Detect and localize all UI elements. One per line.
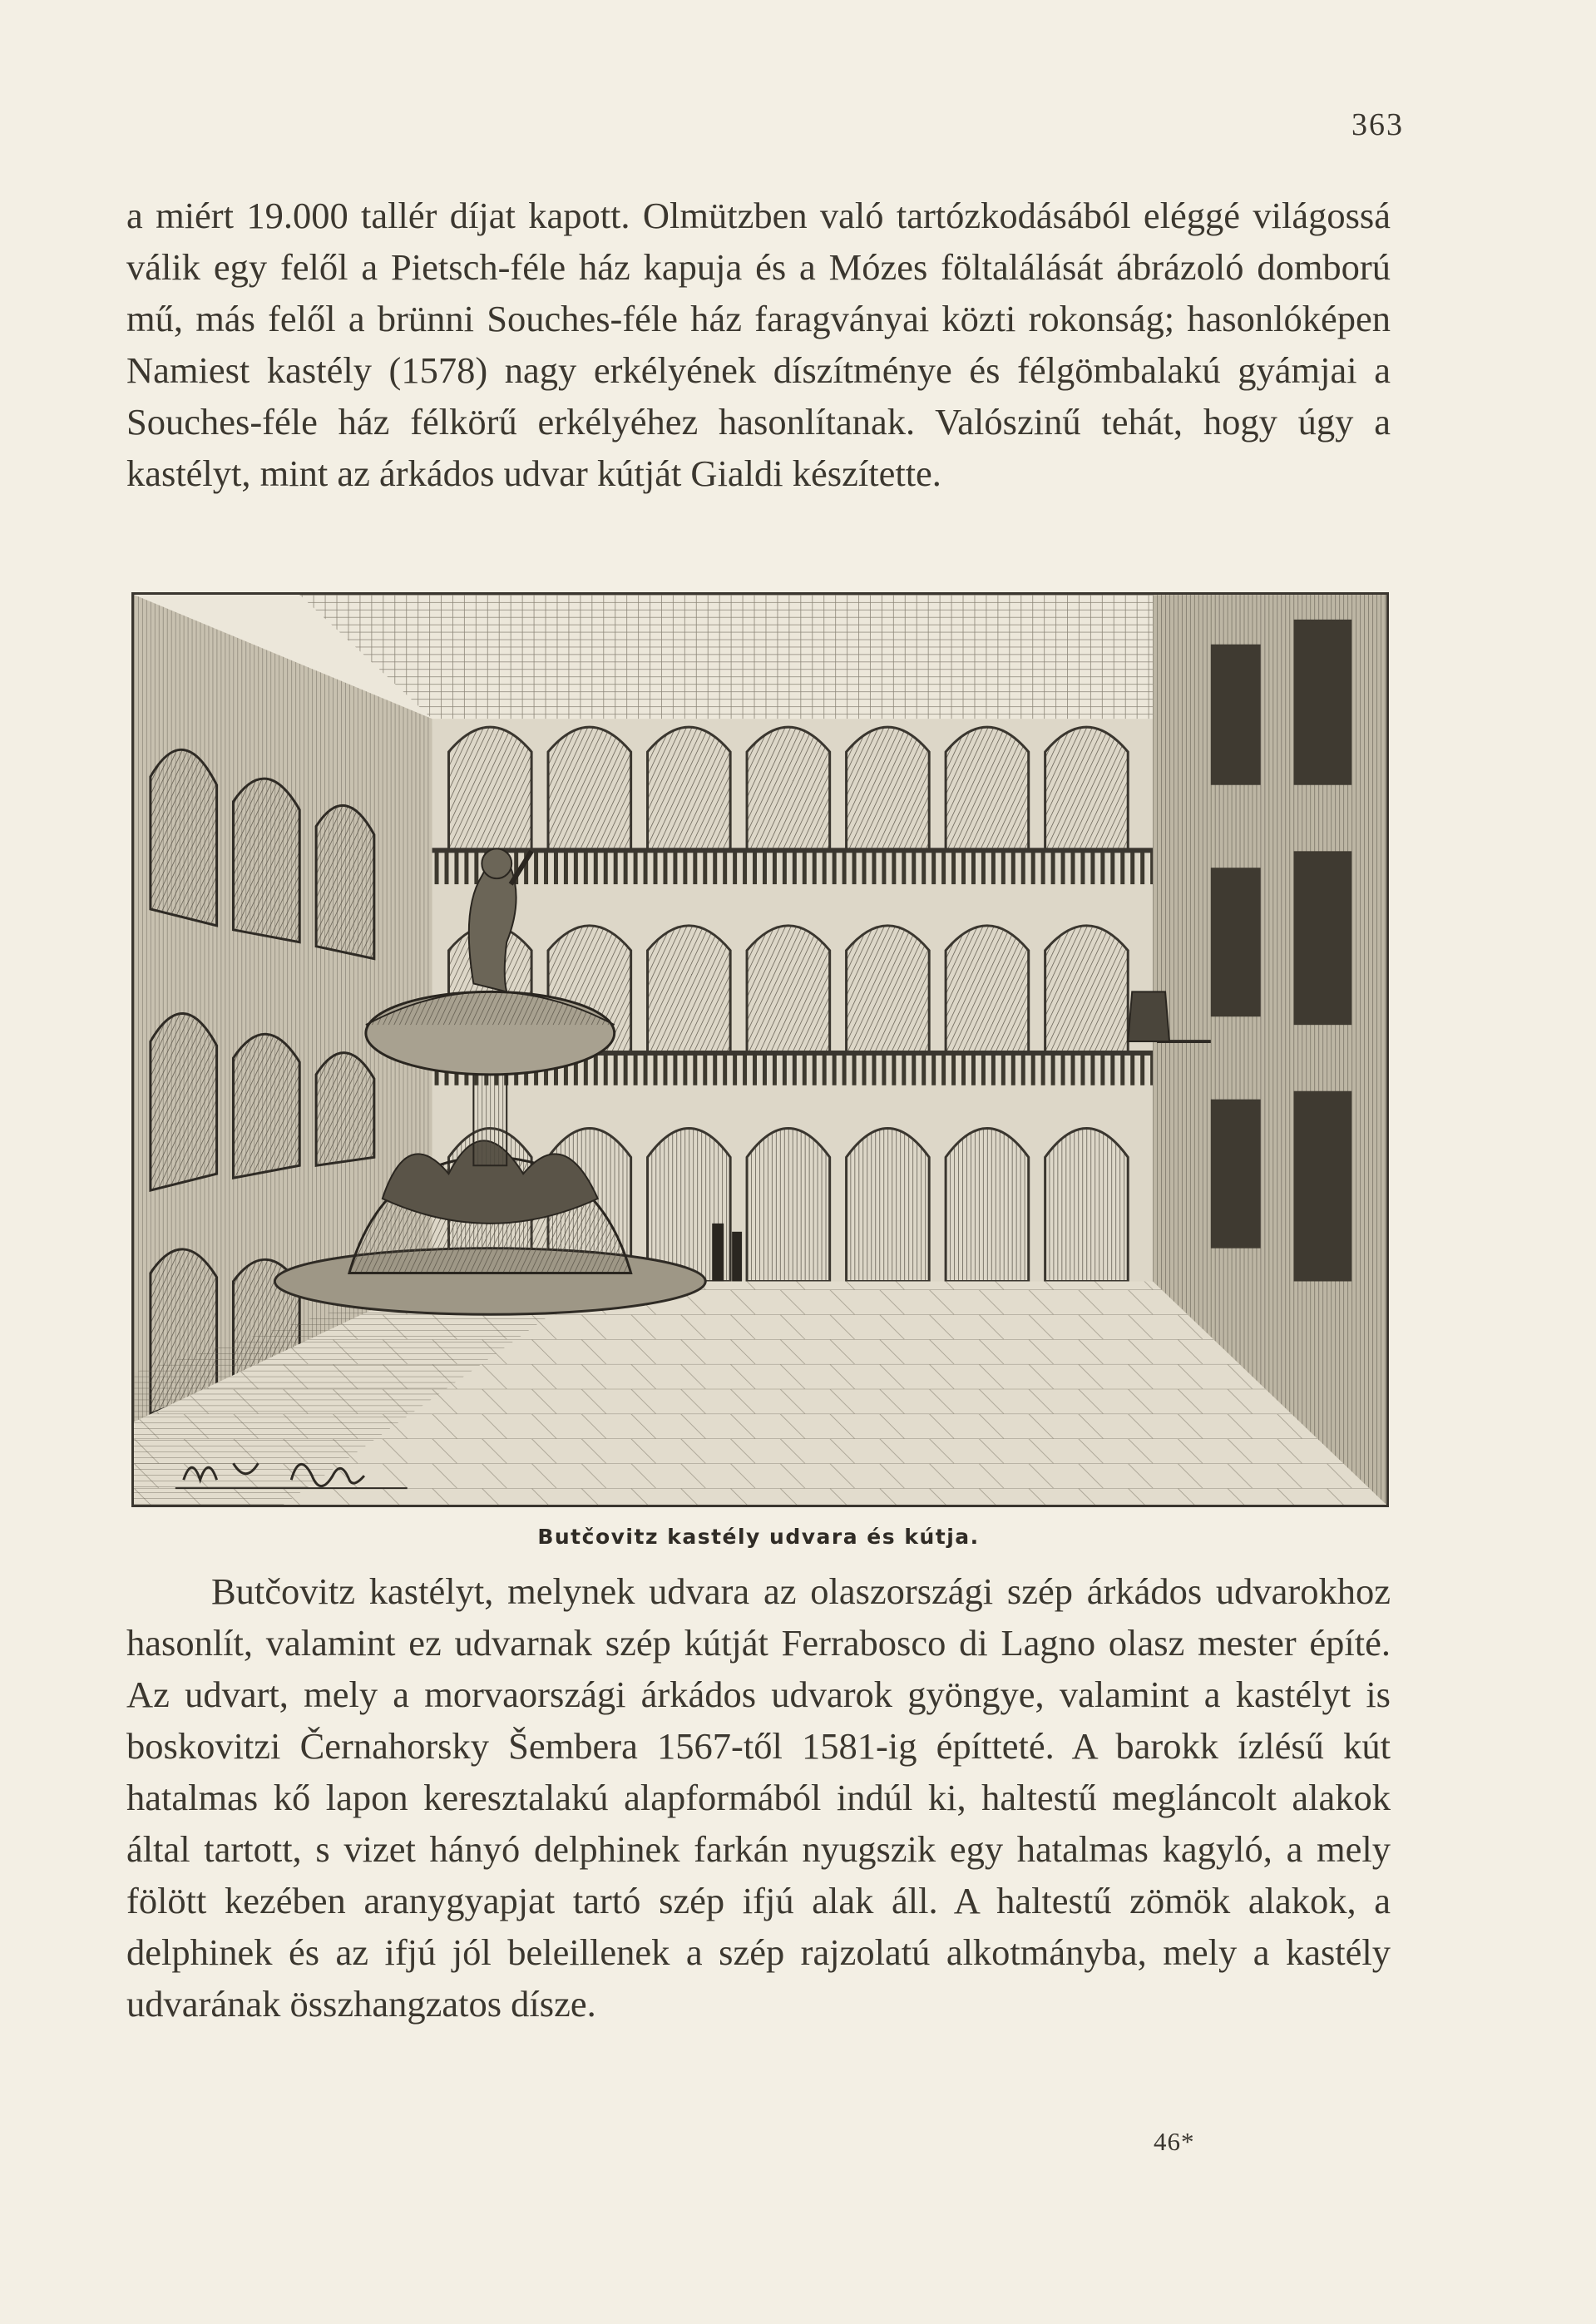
figure-caption: Butčovitz kastély udvara és kútja. — [537, 1525, 980, 1549]
page-number: 363 — [1351, 107, 1404, 142]
signature-mark: 46* — [1154, 2127, 1195, 2156]
paragraph-2: Butčovitz kastélyt, melynek udvara az olaszországi szép árkádos udvarokhoz hasonlít, valamint ez udvarnak szép kútját Ferrabosco di Lagno olasz mester építé. Az udvart, mely a morvaországi árkádos udvarok gyöngye, valamint a kastélyt is boskovitzi Černahorsky Šembera 1567-től 1581-ig építteté. A barokk ízlésű kút hatalmas kő lapon keresztalakú alapformából indúl ki, haltestű megláncolt alakok által tartott, s vizet hányó delphinek farkán nyugszik egy hatalmas kagyló, a mely fölött kezében aranygyapjat tartó szép ifjú alak áll. A haltestű zömök alakok, a delphinek és az ifjú jól beleillenek a szép rajzolatú alkotmányba, mely a kastély udvarának összhangzatos dísze. — [126, 1570, 1391, 2025]
courtyard-illustration — [131, 592, 1389, 1507]
paragraph-1: a miért 19.000 tallér díjat kapott. Olmützben való tartózkodásából eléggé világossá válik egy felől a Pietsch-féle ház kapuja és a Mózes föltalálását ábrázoló domború mű, más felől a brünni Souches-féle ház faragványai közti rokonság; hasonlóképen Namiest kastély (1578) nagy erkélyének díszítménye és félgömbalakú gyámjai a Souches-féle ház félkörű erkélyéhez hasonlítanak. Valószinű tehát, hogy úgy a kastélyt, mint az árkádos udvar kútját Gialdi készítette. — [126, 195, 1391, 494]
